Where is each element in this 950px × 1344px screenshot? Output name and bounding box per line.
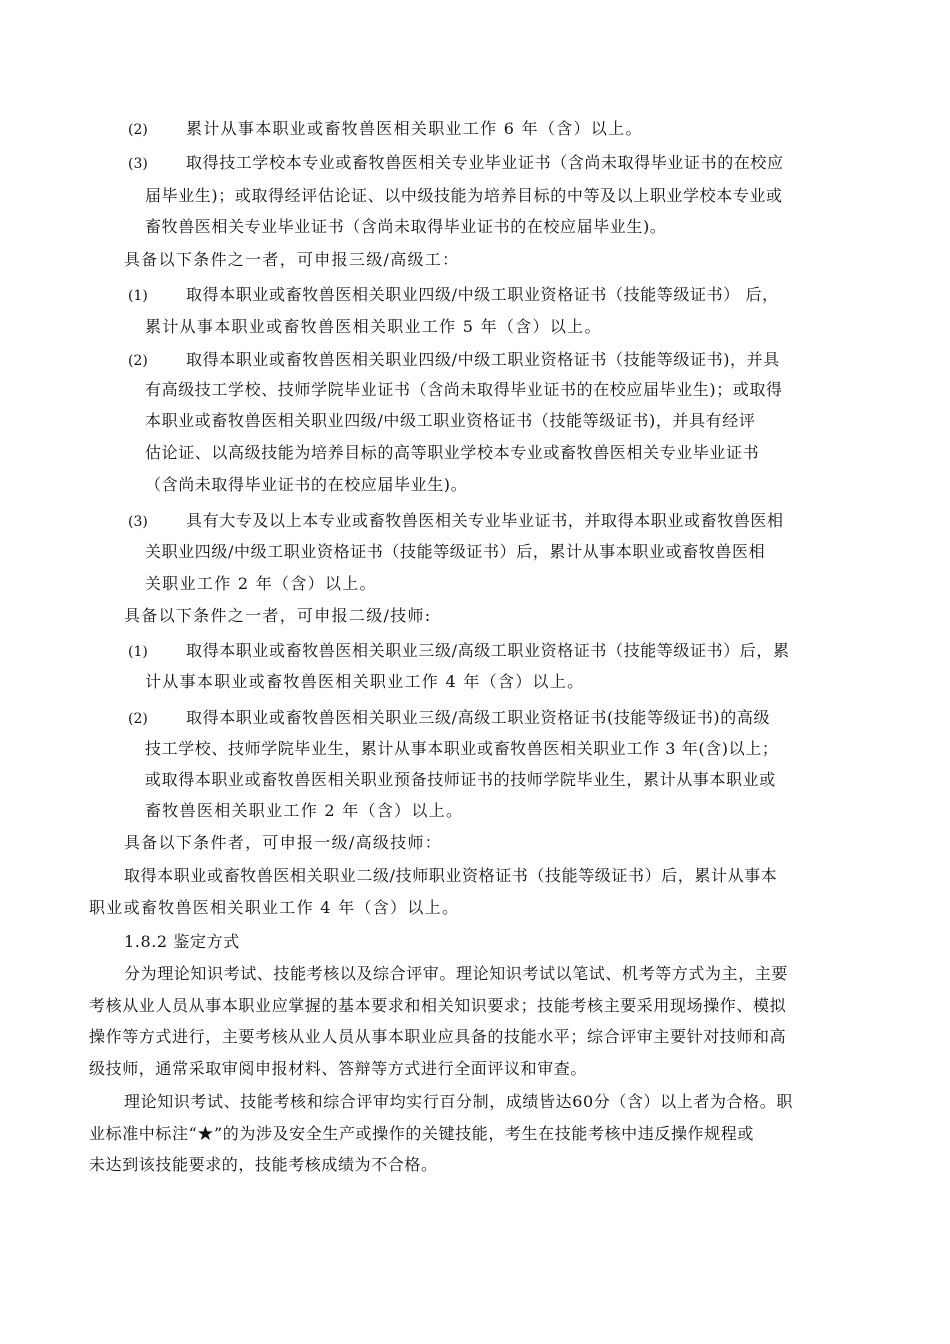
list-item-text: 取得本职业或畜牧兽医相关职业四级/中级工职业资格证书（技能等级证书)，并具 xyxy=(186,350,780,369)
paragraph-line: 业标准中标注“★”的为涉及安全生产或操作的关键技能，考生在技能考核中违反操作规程或 xyxy=(89,1124,754,1143)
list-item-text: 累计从事本职业或畜牧兽医相关职业工作 5 年（含）以上。 xyxy=(145,317,602,336)
list-number: (3) xyxy=(128,514,148,530)
list-item-text: 累计从事本职业或畜牧兽医相关职业工作 6 年（含）以上。 xyxy=(186,119,643,138)
subsection-heading: 1.8.2 鉴定方式 xyxy=(124,932,240,951)
list-number: (2) xyxy=(128,122,148,138)
list-number: (2) xyxy=(128,353,148,369)
list-item-text: 畜牧兽医相关专业毕业证书（含尚未取得毕业证书的在校应届毕业生)。 xyxy=(145,217,667,236)
list-item-text: 取得本职业或畜牧兽医相关职业三级/高级工职业资格证书(技能等级证书)的高级 xyxy=(186,708,771,727)
list-item-text: 有高级技工学校、技师学院毕业证书（含尚未取得毕业证书的在校应届毕业生)；或取得 xyxy=(145,380,783,399)
paragraph-line: 级技师，通常采取审阅申报材料、答辩等方式进行全面评议和审查。 xyxy=(89,1059,588,1078)
paragraph-line: 取得本职业或畜牧兽医相关职业二级/技师职业资格证书（技能等级证书）后，累计从事本 xyxy=(124,866,778,885)
list-item-text: 估论证、以高级技能为培养目标的高等职业学校本专业或畜牧兽医相关专业毕业证书 xyxy=(145,443,760,462)
paragraph-line: 理论知识考试、技能考核和综合评审均实行百分制，成绩皆达60分（含）以上者为合格。职 xyxy=(124,1092,793,1111)
list-item-text: 技工学校、技师学院毕业生，累计从事本职业或畜牧兽医相关职业工作 3 年(含)以上； xyxy=(145,739,779,758)
list-item-text: 关职业工作 2 年（含）以上。 xyxy=(145,574,377,593)
list-item-text: 畜牧兽医相关职业工作 2 年（含）以上。 xyxy=(145,801,464,820)
section-heading: 具备以下条件之一者，可申报三级/高级工： xyxy=(124,250,460,269)
list-item-text: 取得技工学校本专业或畜牧兽医相关专业毕业证书（含尚未取得毕业证书的在校应 xyxy=(186,153,784,172)
paragraph-line: 分为理论知识考试、技能考核以及综合评审。理论知识考试以笔试、机考等方式为主，主要 xyxy=(124,964,789,983)
list-item-text: 关职业四级/中级工职业资格证书（技能等级证书）后，累计从事本职业或畜牧兽医相 xyxy=(145,542,766,561)
paragraph-line: 考核从业人员从事本职业应掌握的基本要求和相关知识要求；技能考核主要采用现场操作、模拟 xyxy=(89,996,787,1015)
paragraph-line: 职业或畜牧兽医相关职业工作 4 年（含）以上。 xyxy=(89,898,460,917)
list-item-text: 届毕业生)；或取得经评估论证、以中级技能为培养目标的中等及以上职业学校本专业或 xyxy=(145,186,783,205)
list-number: (1) xyxy=(128,644,148,660)
paragraph-line: 未达到该技能要求的，技能考核成绩为不合格。 xyxy=(89,1155,438,1174)
list-number: (1) xyxy=(128,288,148,304)
list-item-text: 取得本职业或畜牧兽医相关职业三级/高级工职业资格证书（技能等级证书）后，累 xyxy=(186,641,790,660)
list-item-text: 取得本职业或畜牧兽医相关职业四级/中级工职业资格证书（技能等级证书） 后， xyxy=(186,285,779,304)
list-number: (2) xyxy=(128,711,148,727)
section-heading: 具备以下条件之一者，可申报二级/技师: xyxy=(124,606,432,625)
list-item-text: 本职业或畜牧兽医相关职业四级/中级工职业资格证书（技能等级证书)，并具有经评 xyxy=(145,411,756,430)
list-item-text: 或取得本职业或畜牧兽医相关职业预备技师证书的技师学院毕业生，累计从事本职业或 xyxy=(145,770,776,789)
list-item-text: （含尚未取得毕业证书的在校应届毕业生)。 xyxy=(145,475,468,494)
list-number: (3) xyxy=(128,156,148,172)
section-heading: 具备以下条件者，可申报一级/高级技师： xyxy=(124,833,443,852)
paragraph-line: 操作等方式进行，主要考核从业人员从事本职业应具备的技能水平；综合评审主要针对技师和高 xyxy=(89,1027,787,1046)
list-item-text: 计从事本职业或畜牧兽医相关职业工作 4 年（含）以上。 xyxy=(145,672,585,691)
list-item-text: 具有大专及以上本专业或畜牧兽医相关专业毕业证书，并取得本职业或畜牧兽医相 xyxy=(186,511,784,530)
